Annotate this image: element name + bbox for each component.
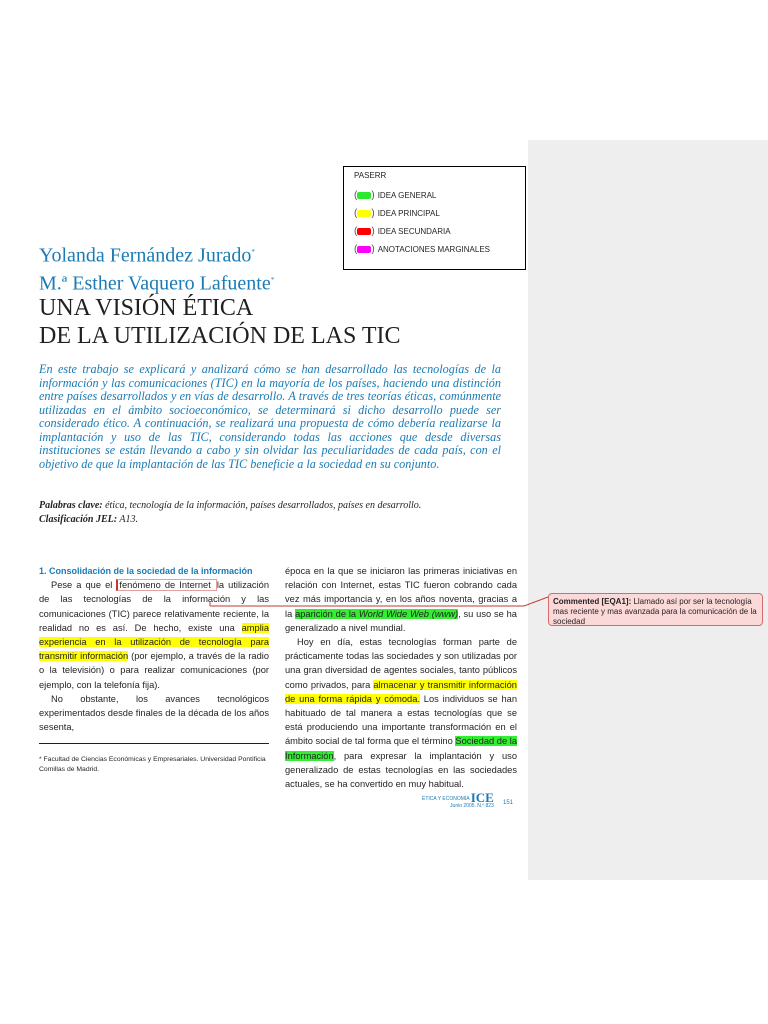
text-run: (por ejemplo, a través de la radio o la televisión) o para realizar comunicaciones (por ejemplo, con la telefonía fija).	[39, 651, 269, 690]
highlight-principal: almacenar y transmitir información de una forma rápida y cómoda.	[285, 679, 517, 704]
legend-item-anotaciones: ( ) ANOTACIONES MARGINALES	[354, 243, 491, 255]
comments-margin-pane	[528, 140, 768, 880]
title-line-2: DE LA UTILIZACIÓN DE LAS TIC	[39, 323, 401, 349]
comment-label: Commented [EQA1]:	[553, 597, 632, 606]
text-run: Pese a que el	[51, 580, 117, 591]
paserr-legend	[343, 166, 526, 270]
jel-label: Clasificación JEL:	[39, 514, 118, 525]
comment-balloon[interactable]	[548, 593, 763, 626]
right-paragraph-1	[285, 564, 517, 635]
footnote: * Facultad de Ciencias Económicas y Empresariales. Universidad Pontificia Comillas de Madrid.	[39, 756, 266, 773]
journal-brand-logo: ICE	[470, 790, 494, 805]
legend-item-principal: ( ) IDEA PRINCIPAL	[354, 207, 440, 219]
author-first-mark: *	[251, 248, 255, 256]
text-run: la utilización de las tecnologías de la información y las comunicaciones (TIC) parece relativamente reciente, la realidad no es así. De hecho, existe una	[39, 580, 269, 633]
abstract: En este trabajo se explicará y analizará cómo se han desarrollado las tecnologías de la información y las comunicaciones (TIC) en la mayoría de los países, haciendo una distinción entre países desarrollados y en vías de desarrollo. A través de tres teorías éticas, comúnmente utilizadas en el ámbito socioeconómico, se determinará si dicho desarrollo puede ser considerado ético. A continuación, se realizará una propuesta de cómo debería realizarse la implantación y uso de las TIC, considerando todas las acciones que desde diversas instituciones se están llevando a cabo y sin olvidar las peculiaridades de cada país, con el objetivo de que la implantación de las TIC beneficie a la sociedad en su conjunto.	[39, 362, 501, 471]
legend-label: IDEA SECUNDARIA	[377, 226, 451, 236]
left-paragraph-1	[39, 578, 269, 692]
text-run: World Wide Web (www)	[358, 608, 459, 619]
legend-swatch-yellow	[357, 210, 371, 217]
legend-label: IDEA GENERAL	[377, 190, 437, 200]
left-paragraph-2: No obstante, los avances tecnológicos experimentados desde finales de la década de los años sesenta,	[39, 693, 269, 733]
legend-label: ANOTACIONES MARGINALES	[377, 244, 491, 254]
journal-mark	[422, 790, 494, 810]
journal-line-2: Junio 2005. N.º 823	[450, 803, 494, 809]
keywords-block	[39, 499, 509, 527]
authors-block	[39, 240, 274, 295]
journal-line-1: ÉTICA Y ECONOMÍA	[422, 796, 470, 802]
legend-title: PASERR	[354, 171, 387, 180]
keywords-text: ética, tecnología de la información, países desarrollados, países en desarrollo.	[102, 500, 422, 511]
legend-swatch-red	[357, 228, 371, 235]
legend-label: IDEA PRINCIPAL	[377, 208, 440, 218]
right-paragraph-2	[285, 635, 517, 791]
section-heading: 1. Consolidación de la sociedad de la información	[39, 566, 253, 576]
right-column	[285, 564, 517, 791]
left-column	[39, 564, 269, 734]
text-run: época en la que se iniciaron las primeras iniciativas en relación con Internet, estas TIC fueron cobrando cada vez más importancia y, en los años noventa, gracias a la	[285, 566, 517, 619]
highlight-general	[295, 609, 458, 619]
author-second: M.ª Esther Vaquero Lafuente	[39, 272, 271, 295]
author-second-mark: *	[270, 275, 275, 284]
text-run: Hoy en día, estas tecnologías forman parte de prácticamente todas las sociedades y son utilizadas por una gran diversidad de agentes sociales, tanto públicos como privados, para	[285, 637, 517, 690]
footnote-divider	[39, 743, 269, 744]
legend-swatch-green	[357, 192, 371, 199]
title-line-1: UNA VISIÓN ÉTICA	[39, 295, 254, 321]
text-run: Los individuos se han habituado de tal manera a estas tecnologías que se está produciendo una importante transformación en el ámbito social de tal forma que el término	[285, 693, 517, 747]
legend-swatch-magenta	[357, 246, 371, 253]
article-title	[39, 294, 401, 350]
keywords-label: Palabras clave:	[39, 500, 103, 511]
page-number: 151	[503, 800, 514, 806]
jel-text: A13.	[117, 514, 138, 525]
commented-text[interactable]: fenómeno de Internet	[116, 579, 216, 591]
highlight-general: Sociedad de la Información	[285, 736, 517, 761]
legend-item-secundaria: ( ) IDEA SECUNDARIA	[354, 225, 451, 237]
legend-item-general: ( ) IDEA GENERAL	[354, 189, 437, 201]
text-run: , para expresar la implantación y uso generalizado de estas tecnologías en las sociedades actuales, se ha convertido en muy habitual.	[285, 750, 517, 790]
highlight-principal: amplia experiencia en la utilización de tecnología para transmitir información	[39, 622, 269, 662]
text-run: aparición de la	[295, 608, 359, 619]
comment-text: Llamado así por ser la tecnología mas reciente y mas avanzada para la comunicación de la sociedad	[553, 597, 757, 626]
text-run: , su uso se ha generalizado a nivel mundial.	[285, 608, 517, 633]
author-first: Yolanda Fernández Jurado	[39, 244, 252, 267]
